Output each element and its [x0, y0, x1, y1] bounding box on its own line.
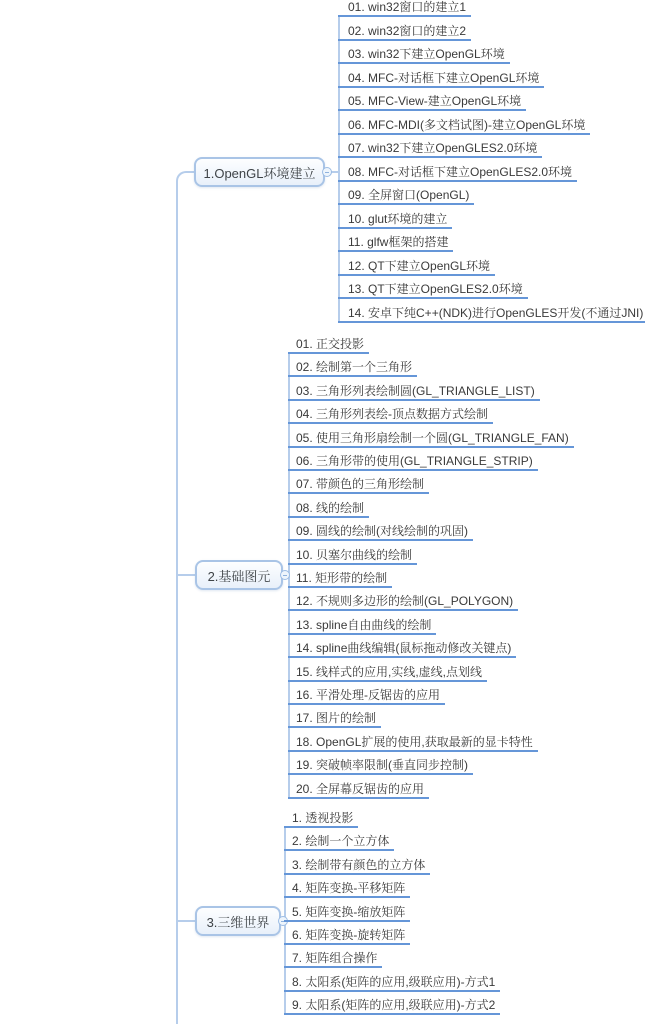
list-item[interactable]: 11. 矩形带的绘制: [288, 570, 392, 588]
collapse-minus-icon[interactable]: [322, 167, 332, 177]
list-item[interactable]: 15. 线样式的应用,实线,虚线,点划线: [288, 664, 487, 682]
root-trunk-connector: [176, 171, 196, 1024]
list-item[interactable]: 7. 矩阵组合操作: [284, 950, 382, 968]
list-item[interactable]: 17. 图片的绘制: [288, 710, 381, 728]
list-item[interactable]: 6. 矩阵变换-旋转矩阵: [284, 927, 410, 945]
list-item[interactable]: 09. 圆线的绘制(对线绘制的巩固): [288, 523, 473, 541]
list-item[interactable]: 02. win32窗口的建立2: [338, 23, 471, 41]
list-item[interactable]: 09. 全屏窗口(OpenGL): [338, 187, 474, 205]
list-item[interactable]: 05. 使用三角形扇绘制一个圆(GL_TRIANGLE_FAN): [288, 430, 574, 448]
list-item[interactable]: 07. win32下建立OpenGLES2.0环境: [338, 140, 542, 158]
list-item[interactable]: 04. 三角形列表绘-顶点数据方式绘制: [288, 406, 493, 424]
list-item[interactable]: 06. 三角形带的使用(GL_TRIANGLE_STRIP): [288, 453, 538, 471]
list-item[interactable]: 20. 全屏幕反锯齿的应用: [288, 781, 429, 799]
trunk-branch-connector: [177, 574, 195, 576]
trunk-branch-connector: [177, 920, 195, 922]
list-item[interactable]: 14. 安卓下纯C++(NDK)进行OpenGLES开发(不通过JNI): [338, 305, 645, 323]
list-item[interactable]: 4. 矩阵变换-平移矩阵: [284, 880, 410, 898]
list-item[interactable]: 5. 矩阵变换-缩放矩阵: [284, 904, 410, 922]
list-item[interactable]: 11. glfw框架的搭建: [338, 234, 453, 252]
list-item[interactable]: 13. spline自由曲线的绘制: [288, 617, 436, 635]
list-item[interactable]: 12. 不规则多边形的绘制(GL_POLYGON): [288, 593, 518, 611]
list-item[interactable]: 05. MFC-View-建立OpenGL环境: [338, 93, 526, 111]
list-item[interactable]: 04. MFC-对话框下建立OpenGL环境: [338, 70, 544, 88]
list-item[interactable]: 12. QT下建立OpenGL环境: [338, 258, 495, 276]
list-item[interactable]: 08. 线的绘制: [288, 500, 369, 518]
list-item[interactable]: 06. MFC-MDI(多文档试图)-建立OpenGL环境: [338, 117, 590, 135]
branch-node-basic-primitives[interactable]: 2.基础图元: [195, 560, 283, 590]
list-item[interactable]: 13. QT下建立OpenGLES2.0环境: [338, 281, 528, 299]
list-item[interactable]: 18. OpenGL扩展的使用,获取最新的显卡特性: [288, 734, 538, 752]
list-item[interactable]: 07. 带颜色的三角形绘制: [288, 476, 429, 494]
list-item[interactable]: 1. 透视投影: [284, 810, 358, 828]
list-item[interactable]: 16. 平滑处理-反锯齿的应用: [288, 687, 445, 705]
list-item[interactable]: 19. 突破帧率限制(垂直同步控制): [288, 757, 473, 775]
list-item[interactable]: 03. win32下建立OpenGL环境: [338, 46, 510, 64]
list-item[interactable]: 14. spline曲线编辑(鼠标拖动修改关键点): [288, 640, 516, 658]
list-item[interactable]: 01. win32窗口的建立1: [338, 0, 471, 17]
list-item[interactable]: 02. 绘制第一个三角形: [288, 359, 417, 377]
list-item[interactable]: 10. 贝塞尔曲线的绘制: [288, 547, 417, 565]
list-item[interactable]: 2. 绘制一个立方体: [284, 833, 394, 851]
list-item[interactable]: 8. 太阳系(矩阵的应用,级联应用)-方式1: [284, 974, 500, 992]
branch-node-opengl-env[interactable]: 1.OpenGL环境建立: [194, 157, 325, 187]
list-item[interactable]: 3. 绘制带有颜色的立方体: [284, 857, 430, 875]
list-item[interactable]: 01. 正交投影: [288, 336, 369, 354]
list-item[interactable]: 10. glut环境的建立: [338, 211, 452, 229]
list-item[interactable]: 08. MFC-对话框下建立OpenGLES2.0环境: [338, 164, 577, 182]
list-item[interactable]: 9. 太阳系(矩阵的应用,级联应用)-方式2: [284, 997, 500, 1015]
list-item[interactable]: 03. 三角形列表绘制圆(GL_TRIANGLE_LIST): [288, 383, 540, 401]
branch-node-3d-world[interactable]: 3.三维世界: [195, 906, 281, 936]
